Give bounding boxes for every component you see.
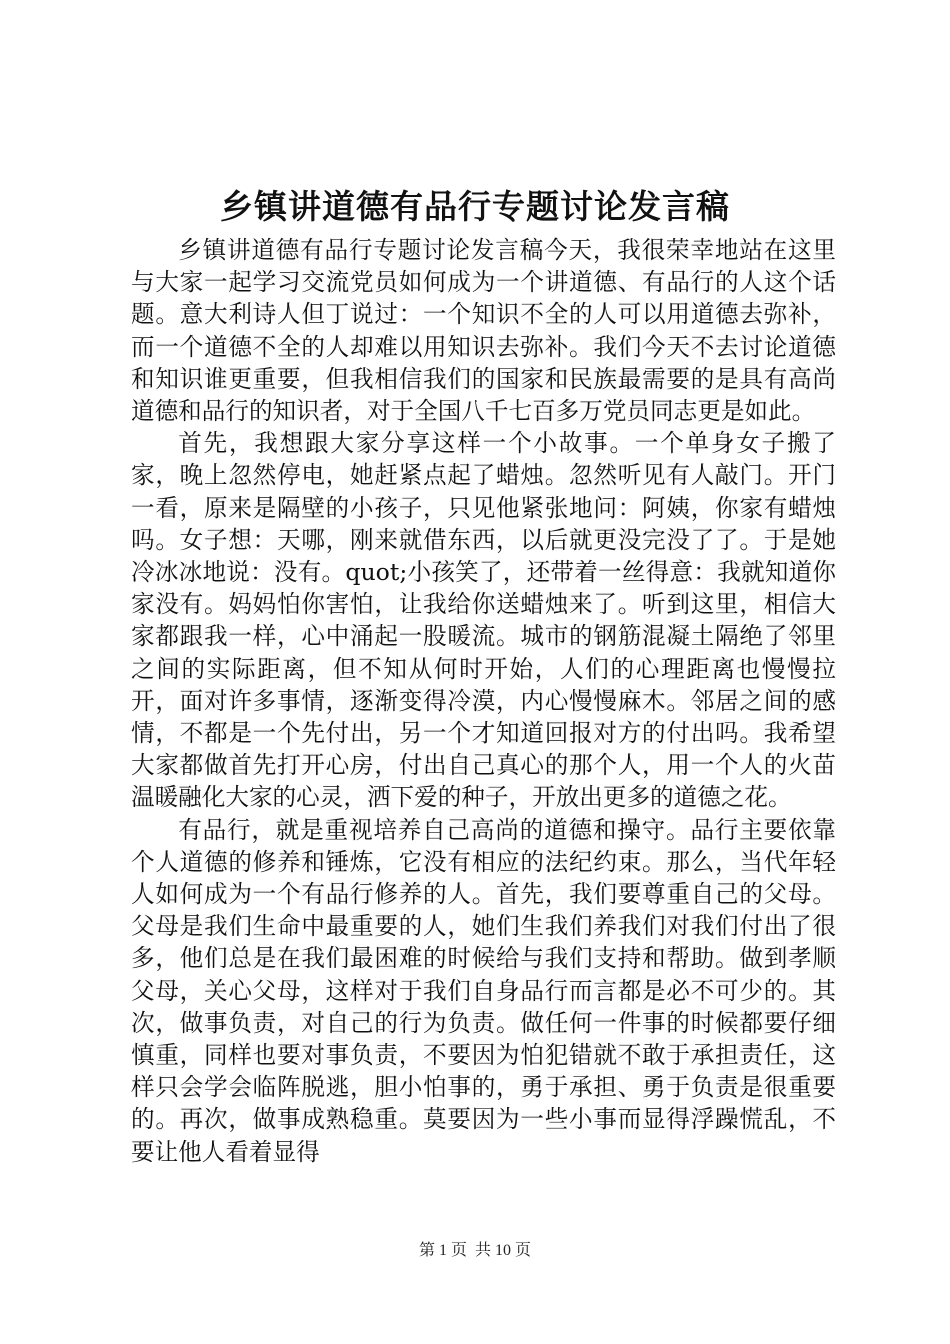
document-title: 乡镇讲道德有品行专题讨论发言稿: [220, 187, 730, 226]
paragraph-story: 首先，我想跟大家分享这样一个小故事。一个单身女子搬了家，晚上忽然停电，她赶紧点起了蜡烛。忽然听见有人敲门。开门一看，原来是隔壁的小孩子，只见他紧张地问：阿姨，你家有蜡烛吗。女子想：天哪，刚来就借东西，以后就更没完没了了。于是她冷冰冰地说：没有。quot;小孩笑了，还带着一丝得意：我就知道你家没有。妈妈怕你害怕，让我给你送蜡烛来了。听到这里，相信大家都跟我一样，心中涌起一股暖流。城市的钢筋混凝土隔绝了邻里之间的实际距离，但不知从何时开始，人们的心理距离也慢慢拉开，面对许多事情，逐渐变得冷漠，内心慢慢麻木。邻居之间的感情，不都是一个先付出，另一个才知道回报对方的付出吗。我希望大家都做首先打开心房，付出自己真心的那个人，用一个人的火苗温暖融化大家的心灵，洒下爱的种子，开放出更多的道德之花。: [131, 429, 836, 812]
paragraph-intro: 乡镇讲道德有品行专题讨论发言稿今天，我很荣幸地站在这里与大家一起学习交流党员如何成为一个讲道德、有品行的人这个话题。意大利诗人但丁说过：一个知识不全的人可以用道德去弥补，而一个道德不全的人却难以用知识去弥补。我们今天不去讨论道德和知识谁更重要，但我相信我们的国家和民族最需要的是具有高尚道德和品行的知识者，对于全国八千七百多万党员同志更是如此。: [131, 236, 836, 426]
document-body: [131, 234, 836, 1168]
page-footer: [0, 1240, 950, 1262]
page-number: 第 1 页 共 10 页: [418, 1242, 531, 1259]
paragraph-conduct: 有品行，就是重视培养自己高尚的道德和操守。品行主要依靠个人道德的修养和锤炼，它没有相应的法纪约束。那么，当代年轻人如何成为一个有品行修养的人。首先，我们要尊重自己的父母。父母是我们生命中最重要的人，她们生我们养我们对我们付出了很多，他们总是在我们最困难的时候给与我们支持和帮助。做到孝顺父母，关心父母，这样对于我们自身品行而言都是必不可少的。其次，做事负责，对自己的行为负责。做任何一件事的时候都要仔细慎重，同样也要对事负责，不要因为怕犯错就不敢于承担责任，这样只会学会临阵脱逃，胆小怕事的，勇于承担、勇于负责是很重要的。再次，做事成熟稳重。莫要因为一些小事而显得浮躁慌乱，不要让他人看着显得: [131, 815, 836, 1166]
